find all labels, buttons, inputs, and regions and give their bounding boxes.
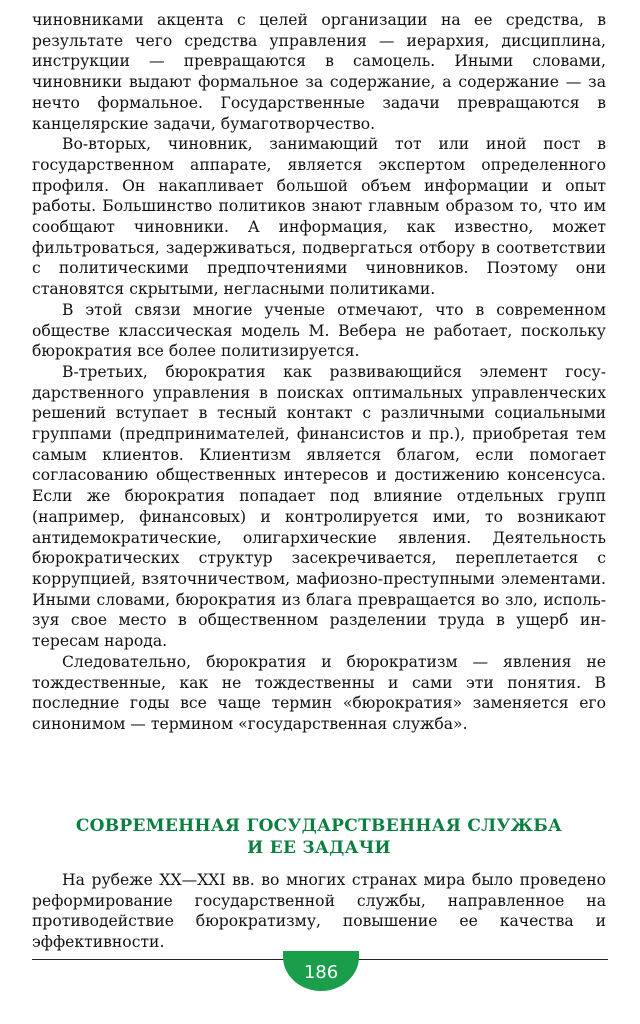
page-number-badge: [283, 951, 359, 991]
paragraph-thirdly: В-третьих, бюрократия как развивающийся элемент государственного управления в поисках оптимальных управленческих решений вступает в тесный контакт с различными социальными группами (предпринимателей, финансистов и пр.), приобретая тем самым клиентов. Клиентизм является благом, если помогает согласованию общественных интересов и достижению консенсуса. Если же бюрократия попадает под влияние отдельных групп (например, финансовых) и контролируется ими, то возникают антидемократические, олигархические явления. Деятельность бюрократических структур засекречивается, переплетается с коррупцией, взяточничеством, мафиозно-преступными элементами. Иными словами, бюрократия из блага превращается во зло, используя свое место в общественном разделении труда в ущерб интересам народа.: [32, 362, 606, 651]
main-text: [32, 10, 606, 735]
paragraph-secondly: Во-вторых, чиновник, занимающий тот или иной пост в государственном аппарате, является экспертом определенного профиля. Он накапливает большой объем информации и опыт работы. Большинство политиков знают главным образом то, что им сообщают чиновники. А информация, как известно, может фильтроваться, задерживаться, подвергаться отбору в соответствии с политическими предпочтениями чиновников. Поэтому они становятся скрытыми, негласными политиками.: [32, 135, 606, 299]
section-body: [32, 870, 606, 953]
section-heading-line-2: И ЕЕ ЗАДАЧИ: [247, 838, 391, 858]
paragraph-conclusion: Следовательно, бюрократия и бюрократизм — явления не тождественные, как не тождественны и сами эти понятия. В последние годы все чаще термин «бюрократия» заменяется его синонимом — термином «государственная служба».: [32, 652, 606, 733]
paragraph-continuation: чиновниками акцента с целей организации на ее средства, в результате чего средства управления — иерархия, дисциплина, инструкции — превращаются в самоцель. Иными словами, чиновники выдают формальное за содержание, а содержание — за нечто формальное. Государственные задачи превращаются в канцелярские задачи, бумаготворчество.: [32, 11, 606, 133]
page-number: 186: [303, 961, 339, 983]
paragraph-weber-model: В этой связи многие ученые отмечают, что в современном обществе классическая модель М. Вебера не работает, поскольку бюрократия все более политизируется.: [32, 300, 606, 361]
section-heading: [32, 815, 606, 859]
section-heading-line-1: СОВРЕМЕННАЯ ГОСУДАРСТВЕННАЯ СЛУЖБА: [75, 816, 563, 836]
section-paragraph: На рубеже XX—XXI вв. во многих странах мира было проведено реформирование государственной службы, направленное на противодействие бюрократизму, повышение ее качества и эффективности.: [32, 871, 606, 952]
